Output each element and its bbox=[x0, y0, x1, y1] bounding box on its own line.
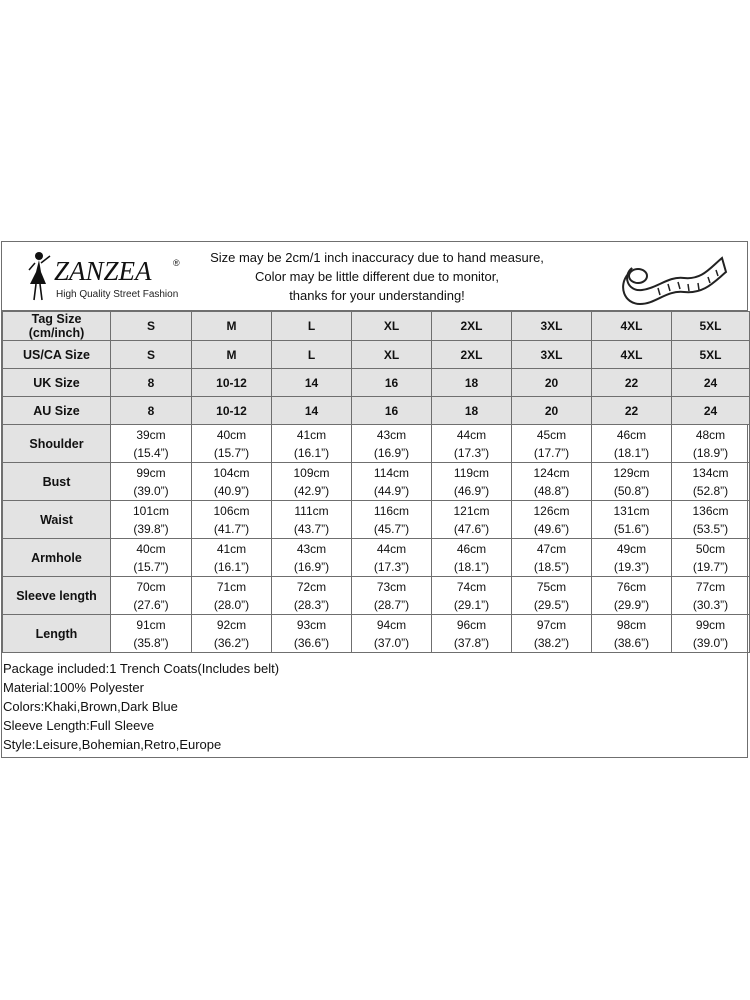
size-cell: 24 bbox=[672, 369, 750, 397]
inch-value: (17.3”) bbox=[453, 445, 490, 460]
measure-notice bbox=[192, 248, 562, 305]
inch-value: (39.8”) bbox=[133, 521, 169, 536]
measurement-cell bbox=[192, 463, 272, 501]
cm-value: 40cm bbox=[136, 541, 166, 556]
measurement-row bbox=[3, 425, 750, 463]
measurement-cell bbox=[352, 615, 432, 653]
inch-value: (38.6”) bbox=[613, 635, 650, 650]
cm-value: 46cm bbox=[616, 427, 647, 442]
notice-line: thanks for your understanding! bbox=[289, 288, 465, 303]
cm-value: 45cm bbox=[536, 427, 567, 442]
inch-value: (28.7”) bbox=[373, 597, 410, 612]
measurement-cell bbox=[352, 463, 432, 501]
size-cell: L bbox=[272, 341, 352, 369]
inch-value: (29.5”) bbox=[533, 597, 570, 612]
inch-value: (15.4”) bbox=[133, 445, 169, 460]
inch-value: (41.7”) bbox=[213, 521, 250, 536]
info-sleeve-length: Sleeve Length:Full Sleeve bbox=[3, 718, 155, 733]
measurement-cell bbox=[592, 615, 672, 653]
cm-value: 41cm bbox=[296, 427, 327, 442]
cm-value: 93cm bbox=[296, 617, 327, 632]
inch-value: (45.7”) bbox=[373, 521, 410, 536]
measurement-cell bbox=[111, 463, 192, 501]
fashion-model-silhouette-icon bbox=[26, 250, 54, 302]
measurement-cell bbox=[111, 539, 192, 577]
inch-value: (17.7”) bbox=[533, 445, 570, 460]
size-cell: 22 bbox=[592, 397, 672, 425]
cm-value: 106cm bbox=[213, 503, 250, 518]
measurement-cell bbox=[111, 425, 192, 463]
measurement-cell bbox=[272, 539, 352, 577]
cm-value: 73cm bbox=[376, 579, 407, 594]
size-cell: 14 bbox=[272, 397, 352, 425]
measurement-cell bbox=[352, 539, 432, 577]
size-cell: XL bbox=[352, 312, 432, 341]
inch-value: (18.9”) bbox=[692, 445, 729, 460]
info-style: Style:Leisure,Bohemian,Retro,Europe bbox=[3, 737, 222, 752]
inch-value: (46.9”) bbox=[453, 483, 490, 498]
size-row bbox=[3, 397, 750, 425]
inch-value: (28.0”) bbox=[213, 597, 250, 612]
measurement-cell bbox=[672, 577, 750, 615]
cm-value: 99cm bbox=[695, 617, 726, 632]
cm-value: 119cm bbox=[453, 465, 490, 480]
measurement-row bbox=[3, 463, 750, 501]
cm-value: 101cm bbox=[132, 503, 170, 518]
size-cell: 16 bbox=[352, 369, 432, 397]
measurement-cell bbox=[111, 577, 192, 615]
size-row bbox=[3, 369, 750, 397]
chart-header bbox=[2, 242, 747, 311]
inch-value: (44.9”) bbox=[373, 483, 410, 498]
size-cell: 18 bbox=[432, 397, 512, 425]
size-cell: 5XL bbox=[672, 312, 750, 341]
size-cell: 4XL bbox=[592, 341, 672, 369]
cm-value: 44cm bbox=[376, 541, 407, 556]
measurement-cell bbox=[432, 615, 512, 653]
cm-value: 74cm bbox=[456, 579, 487, 594]
info-package: Package included:1 Trench Coats(Includes belt) bbox=[3, 661, 280, 676]
size-cell: 3XL bbox=[512, 341, 592, 369]
cm-value: 99cm bbox=[136, 465, 166, 480]
inch-value: (51.6”) bbox=[613, 521, 650, 536]
cm-value: 124cm bbox=[533, 465, 570, 480]
measurement-cell bbox=[432, 577, 512, 615]
row-header: Bust bbox=[3, 463, 111, 501]
inch-value: (35.8”) bbox=[133, 635, 169, 650]
measurement-cell bbox=[512, 577, 592, 615]
measurement-cell bbox=[111, 501, 192, 539]
measurement-cell bbox=[352, 425, 432, 463]
row-header: Sleeve length bbox=[3, 577, 111, 615]
cm-value: 49cm bbox=[616, 541, 647, 556]
inch-value: (36.2”) bbox=[213, 635, 250, 650]
inch-value: (16.1”) bbox=[293, 445, 330, 460]
measurement-cell bbox=[672, 501, 750, 539]
cm-value: 48cm bbox=[695, 427, 726, 442]
inch-value: (52.8”) bbox=[692, 483, 729, 498]
inch-value: (16.9”) bbox=[293, 559, 330, 574]
cm-value: 126cm bbox=[533, 503, 570, 518]
measurement-cell bbox=[672, 463, 750, 501]
inch-value: (19.3”) bbox=[613, 559, 650, 574]
brand-logo bbox=[26, 250, 186, 302]
measurement-cell bbox=[672, 539, 750, 577]
inch-value: (16.1”) bbox=[213, 559, 250, 574]
cm-value: 104cm bbox=[213, 465, 250, 480]
cm-value: 46cm bbox=[456, 541, 487, 556]
measurement-cell bbox=[432, 539, 512, 577]
size-cell: 8 bbox=[111, 369, 192, 397]
row-header: US/CA Size bbox=[3, 341, 111, 369]
size-cell: 16 bbox=[352, 397, 432, 425]
cm-value: 39cm bbox=[136, 427, 166, 442]
measurement-cell bbox=[432, 425, 512, 463]
measurement-cell bbox=[192, 539, 272, 577]
measurement-cell bbox=[672, 425, 750, 463]
cm-value: 41cm bbox=[216, 541, 247, 556]
measurement-row bbox=[3, 501, 750, 539]
measurement-cell bbox=[272, 501, 352, 539]
size-cell: 20 bbox=[512, 397, 592, 425]
size-row bbox=[3, 341, 750, 369]
notice-line: Color may be little different due to monitor, bbox=[255, 269, 499, 284]
size-cell: S bbox=[111, 312, 192, 341]
measurement-cell bbox=[272, 577, 352, 615]
size-row bbox=[3, 312, 750, 341]
size-chart bbox=[1, 241, 748, 758]
registered-mark-icon: ® bbox=[173, 258, 180, 268]
measurement-cell bbox=[512, 539, 592, 577]
size-cell: XL bbox=[352, 341, 432, 369]
measurement-cell bbox=[192, 577, 272, 615]
size-cell: 8 bbox=[111, 397, 192, 425]
size-cell: 20 bbox=[512, 369, 592, 397]
product-info bbox=[2, 659, 747, 754]
size-cell: 4XL bbox=[592, 312, 672, 341]
measurement-cell bbox=[672, 615, 750, 653]
notice-line: Size may be 2cm/1 inch inaccuracy due to hand measure, bbox=[210, 250, 544, 265]
size-cell: 2XL bbox=[432, 312, 512, 341]
measuring-tape-icon bbox=[618, 246, 728, 306]
measurement-row bbox=[3, 577, 750, 615]
measurement-cell bbox=[192, 425, 272, 463]
cm-value: 72cm bbox=[296, 579, 327, 594]
cm-value: 121cm bbox=[453, 503, 490, 518]
cm-value: 40cm bbox=[216, 427, 247, 442]
size-table bbox=[2, 311, 750, 653]
cm-value: 92cm bbox=[216, 617, 247, 632]
brand-name: ZANZEA bbox=[54, 256, 152, 286]
cm-value: 96cm bbox=[456, 617, 487, 632]
inch-value: (29.9”) bbox=[613, 597, 650, 612]
row-header: Shoulder bbox=[3, 425, 111, 463]
inch-value: (18.5”) bbox=[533, 559, 570, 574]
measurement-cell bbox=[592, 577, 672, 615]
size-cell: 18 bbox=[432, 369, 512, 397]
measurement-cell bbox=[272, 615, 352, 653]
measurement-cell bbox=[512, 463, 592, 501]
size-cell: M bbox=[192, 312, 272, 341]
size-cell: 10-12 bbox=[192, 369, 272, 397]
cm-value: 71cm bbox=[216, 579, 247, 594]
inch-value: (28.3”) bbox=[293, 597, 330, 612]
row-header: Length bbox=[3, 615, 111, 653]
inch-value: (40.9”) bbox=[213, 483, 250, 498]
cm-value: 111cm bbox=[294, 503, 329, 518]
measurement-cell bbox=[432, 463, 512, 501]
measurement-cell bbox=[512, 501, 592, 539]
cm-value: 116cm bbox=[373, 503, 410, 518]
cm-value: 131cm bbox=[613, 503, 650, 518]
measurement-cell bbox=[111, 615, 192, 653]
brand-tagline: High Quality Street Fashion bbox=[56, 289, 179, 300]
cm-value: 134cm bbox=[692, 465, 729, 480]
cm-value: 98cm bbox=[616, 617, 647, 632]
inch-value: (39.0”) bbox=[133, 483, 169, 498]
inch-value: (42.9”) bbox=[293, 483, 330, 498]
inch-value: (47.6”) bbox=[453, 521, 490, 536]
cm-value: 94cm bbox=[376, 617, 407, 632]
measurement-cell bbox=[192, 501, 272, 539]
info-colors: Colors:Khaki,Brown,Dark Blue bbox=[3, 699, 178, 714]
cm-value: 47cm bbox=[536, 541, 567, 556]
row-header: AU Size bbox=[3, 397, 111, 425]
size-cell: 22 bbox=[592, 369, 672, 397]
inch-value: (49.6”) bbox=[533, 521, 570, 536]
measurement-cell bbox=[432, 501, 512, 539]
inch-value: (18.1”) bbox=[613, 445, 650, 460]
inch-value: (15.7”) bbox=[133, 559, 169, 574]
measurement-cell bbox=[272, 463, 352, 501]
measurement-row bbox=[3, 615, 750, 653]
inch-value: (29.1”) bbox=[453, 597, 490, 612]
size-cell: 3XL bbox=[512, 312, 592, 341]
row-header: Armhole bbox=[3, 539, 111, 577]
inch-value: (27.6”) bbox=[133, 597, 169, 612]
inch-value: (30.3”) bbox=[692, 597, 729, 612]
inch-value: (37.0”) bbox=[373, 635, 410, 650]
cm-value: 44cm bbox=[456, 427, 487, 442]
measurement-cell bbox=[352, 577, 432, 615]
cm-value: 43cm bbox=[296, 541, 327, 556]
inch-value: (19.7”) bbox=[692, 559, 729, 574]
inch-value: (16.9”) bbox=[373, 445, 410, 460]
cm-value: 50cm bbox=[695, 541, 726, 556]
row-header: UK Size bbox=[3, 369, 111, 397]
measurement-cell bbox=[512, 425, 592, 463]
inch-value: (53.5”) bbox=[692, 521, 729, 536]
cm-value: 91cm bbox=[136, 617, 166, 632]
inch-value: (43.7”) bbox=[293, 521, 330, 536]
measurement-cell bbox=[592, 425, 672, 463]
measurement-cell bbox=[592, 539, 672, 577]
measurement-cell bbox=[592, 463, 672, 501]
cm-value: 75cm bbox=[536, 579, 567, 594]
size-cell: L bbox=[272, 312, 352, 341]
cm-value: 97cm bbox=[536, 617, 567, 632]
inch-value: (36.6”) bbox=[293, 635, 330, 650]
size-cell: 2XL bbox=[432, 341, 512, 369]
size-cell: 10-12 bbox=[192, 397, 272, 425]
cm-value: 76cm bbox=[616, 579, 647, 594]
size-cell: 5XL bbox=[672, 341, 750, 369]
row-header: Waist bbox=[3, 501, 111, 539]
size-cell: S bbox=[111, 341, 192, 369]
cm-value: 136cm bbox=[692, 503, 729, 518]
cm-value: 129cm bbox=[613, 465, 650, 480]
cm-value: 43cm bbox=[376, 427, 407, 442]
inch-value: (50.8”) bbox=[613, 483, 650, 498]
cm-value: 77cm bbox=[695, 579, 726, 594]
measurement-cell bbox=[512, 615, 592, 653]
size-cell: 14 bbox=[272, 369, 352, 397]
measurement-row bbox=[3, 539, 750, 577]
inch-value: (17.3”) bbox=[373, 559, 410, 574]
measurement-cell bbox=[192, 615, 272, 653]
cm-value: 70cm bbox=[136, 579, 166, 594]
measurement-cell bbox=[592, 501, 672, 539]
cm-value: 114cm bbox=[373, 465, 410, 480]
size-cell: 24 bbox=[672, 397, 750, 425]
measurement-cell bbox=[272, 425, 352, 463]
cm-value: 109cm bbox=[293, 465, 330, 480]
inch-value: (18.1”) bbox=[453, 559, 490, 574]
size-cell: M bbox=[192, 341, 272, 369]
inch-value: (38.2”) bbox=[533, 635, 570, 650]
inch-value: (15.7”) bbox=[213, 445, 250, 460]
inch-value: (39.0”) bbox=[692, 635, 729, 650]
info-material: Material:100% Polyester bbox=[3, 680, 144, 695]
inch-value: (37.8”) bbox=[453, 635, 490, 650]
inch-value: (48.8”) bbox=[533, 483, 570, 498]
row-header: Tag Size (cm/inch) bbox=[3, 312, 111, 341]
measurement-cell bbox=[352, 501, 432, 539]
